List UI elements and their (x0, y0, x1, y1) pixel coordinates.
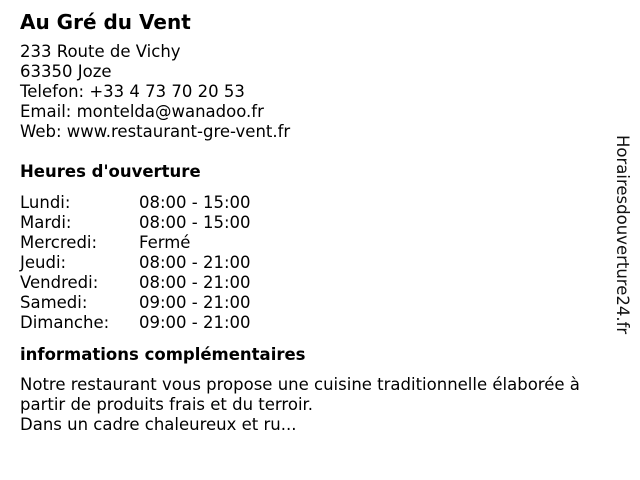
hours-day: Lundi: (20, 193, 71, 212)
hours-time: 08:00 - 21:00 (139, 273, 251, 292)
opening-hours-table (20, 193, 251, 333)
additional-info-text (20, 375, 615, 435)
hours-row-saturday (20, 293, 251, 313)
hours-time: Fermé (139, 233, 191, 252)
hours-time: 09:00 - 21:00 (139, 293, 251, 312)
web-line: Web: www.restaurant-gre-vent.fr (20, 122, 291, 141)
hours-day: Mardi: (20, 213, 72, 232)
info-paragraph-truncated: Dans un cadre chaleureux et ru... (20, 415, 297, 434)
email-line: Email: montelda@wanadoo.fr (20, 102, 264, 121)
hours-day: Vendredi: (20, 273, 99, 292)
hours-time: 08:00 - 21:00 (139, 253, 251, 272)
phone-line: Telefon: +33 4 73 70 20 53 (20, 82, 245, 101)
hours-day: Mercredi: (20, 233, 98, 252)
opening-hours-heading: Heures d'ouverture (20, 162, 201, 181)
hours-row-tuesday (20, 213, 251, 233)
address-city: 63350 Joze (20, 62, 112, 81)
additional-info-heading: informations complémentaires (20, 345, 306, 364)
hours-time: 09:00 - 21:00 (139, 313, 251, 332)
hours-time: 08:00 - 15:00 (139, 193, 251, 212)
site-watermark: Horairesdouverture24.fr (613, 135, 632, 335)
address-block (20, 42, 610, 142)
hours-row-wednesday (20, 233, 251, 253)
hours-day: Samedi: (20, 293, 88, 312)
business-listing (20, 8, 610, 435)
business-name: Au Gré du Vent (20, 10, 191, 34)
hours-row-thursday (20, 253, 251, 273)
hours-time: 08:00 - 15:00 (139, 213, 251, 232)
hours-row-monday (20, 193, 251, 213)
hours-row-friday (20, 273, 251, 293)
hours-day: Jeudi: (20, 253, 67, 272)
hours-row-sunday (20, 313, 251, 333)
info-paragraph: Notre restaurant vous propose une cuisine traditionnelle élaborée à partir de produits frais et du terroir. (20, 375, 580, 414)
address-street: 233 Route de Vichy (20, 42, 181, 61)
hours-day: Dimanche: (20, 313, 110, 332)
